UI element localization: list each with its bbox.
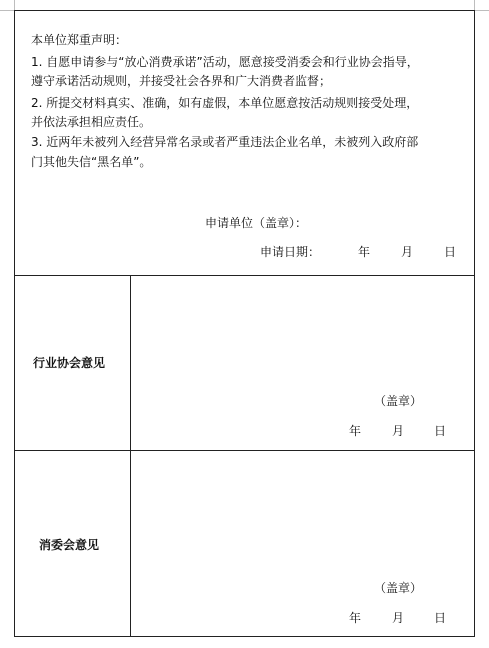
- consumer-council-year: 年: [349, 611, 362, 625]
- crop-mark-top-right-vertical: [474, 0, 475, 10]
- applicant-year: 年: [358, 245, 371, 259]
- consumer-council-day: 日: [434, 611, 447, 625]
- industry-association-stamp: （盖章）: [374, 394, 423, 408]
- industry-association-year: 年: [349, 424, 362, 438]
- declaration-item1-line1: 1. 自愿申请参与“放心消费承诺”活动，愿意接受消委会和行业协会指导，: [31, 55, 419, 69]
- applicant-date-label: 申请日期：: [260, 245, 321, 259]
- consumer-council-label: 消委会意见: [39, 538, 100, 552]
- row-divider-association: [14, 450, 475, 451]
- industry-association-month: 月: [392, 424, 405, 438]
- declaration-item2-line2: 并依法承担相应责任。: [31, 115, 152, 129]
- column-divider: [130, 275, 131, 637]
- declaration-heading: 本单位郑重声明：: [31, 33, 128, 47]
- crop-mark-top-left-vertical: [14, 0, 15, 10]
- applicant-day: 日: [444, 245, 457, 259]
- applicant-unit-label: 申请单位（盖章）：: [205, 216, 308, 230]
- declaration-item3-line1: 3. 近两年未被列入经营异常名录或者严重违法企业名单，未被列入政府部: [31, 135, 419, 149]
- industry-association-label: 行业协会意见: [33, 356, 106, 370]
- industry-association-day: 日: [434, 424, 447, 438]
- declaration-item3-line2: 门其他失信“黑名单”。: [31, 155, 152, 169]
- consumer-council-month: 月: [392, 611, 405, 625]
- crop-mark-top-right: [474, 10, 489, 11]
- consumer-council-stamp: （盖章）: [374, 581, 423, 595]
- applicant-month: 月: [401, 245, 414, 259]
- crop-mark-top-left: [0, 10, 14, 11]
- declaration-item2-line1: 2. 所提交材料真实、准确，如有虚假，本单位愿意按活动规则接受处理，: [31, 96, 419, 110]
- declaration-item1-line2: 遵守承诺活动规则，并接受社会各界和广大消费者监督；: [31, 74, 332, 88]
- row-divider-declaration: [14, 275, 475, 276]
